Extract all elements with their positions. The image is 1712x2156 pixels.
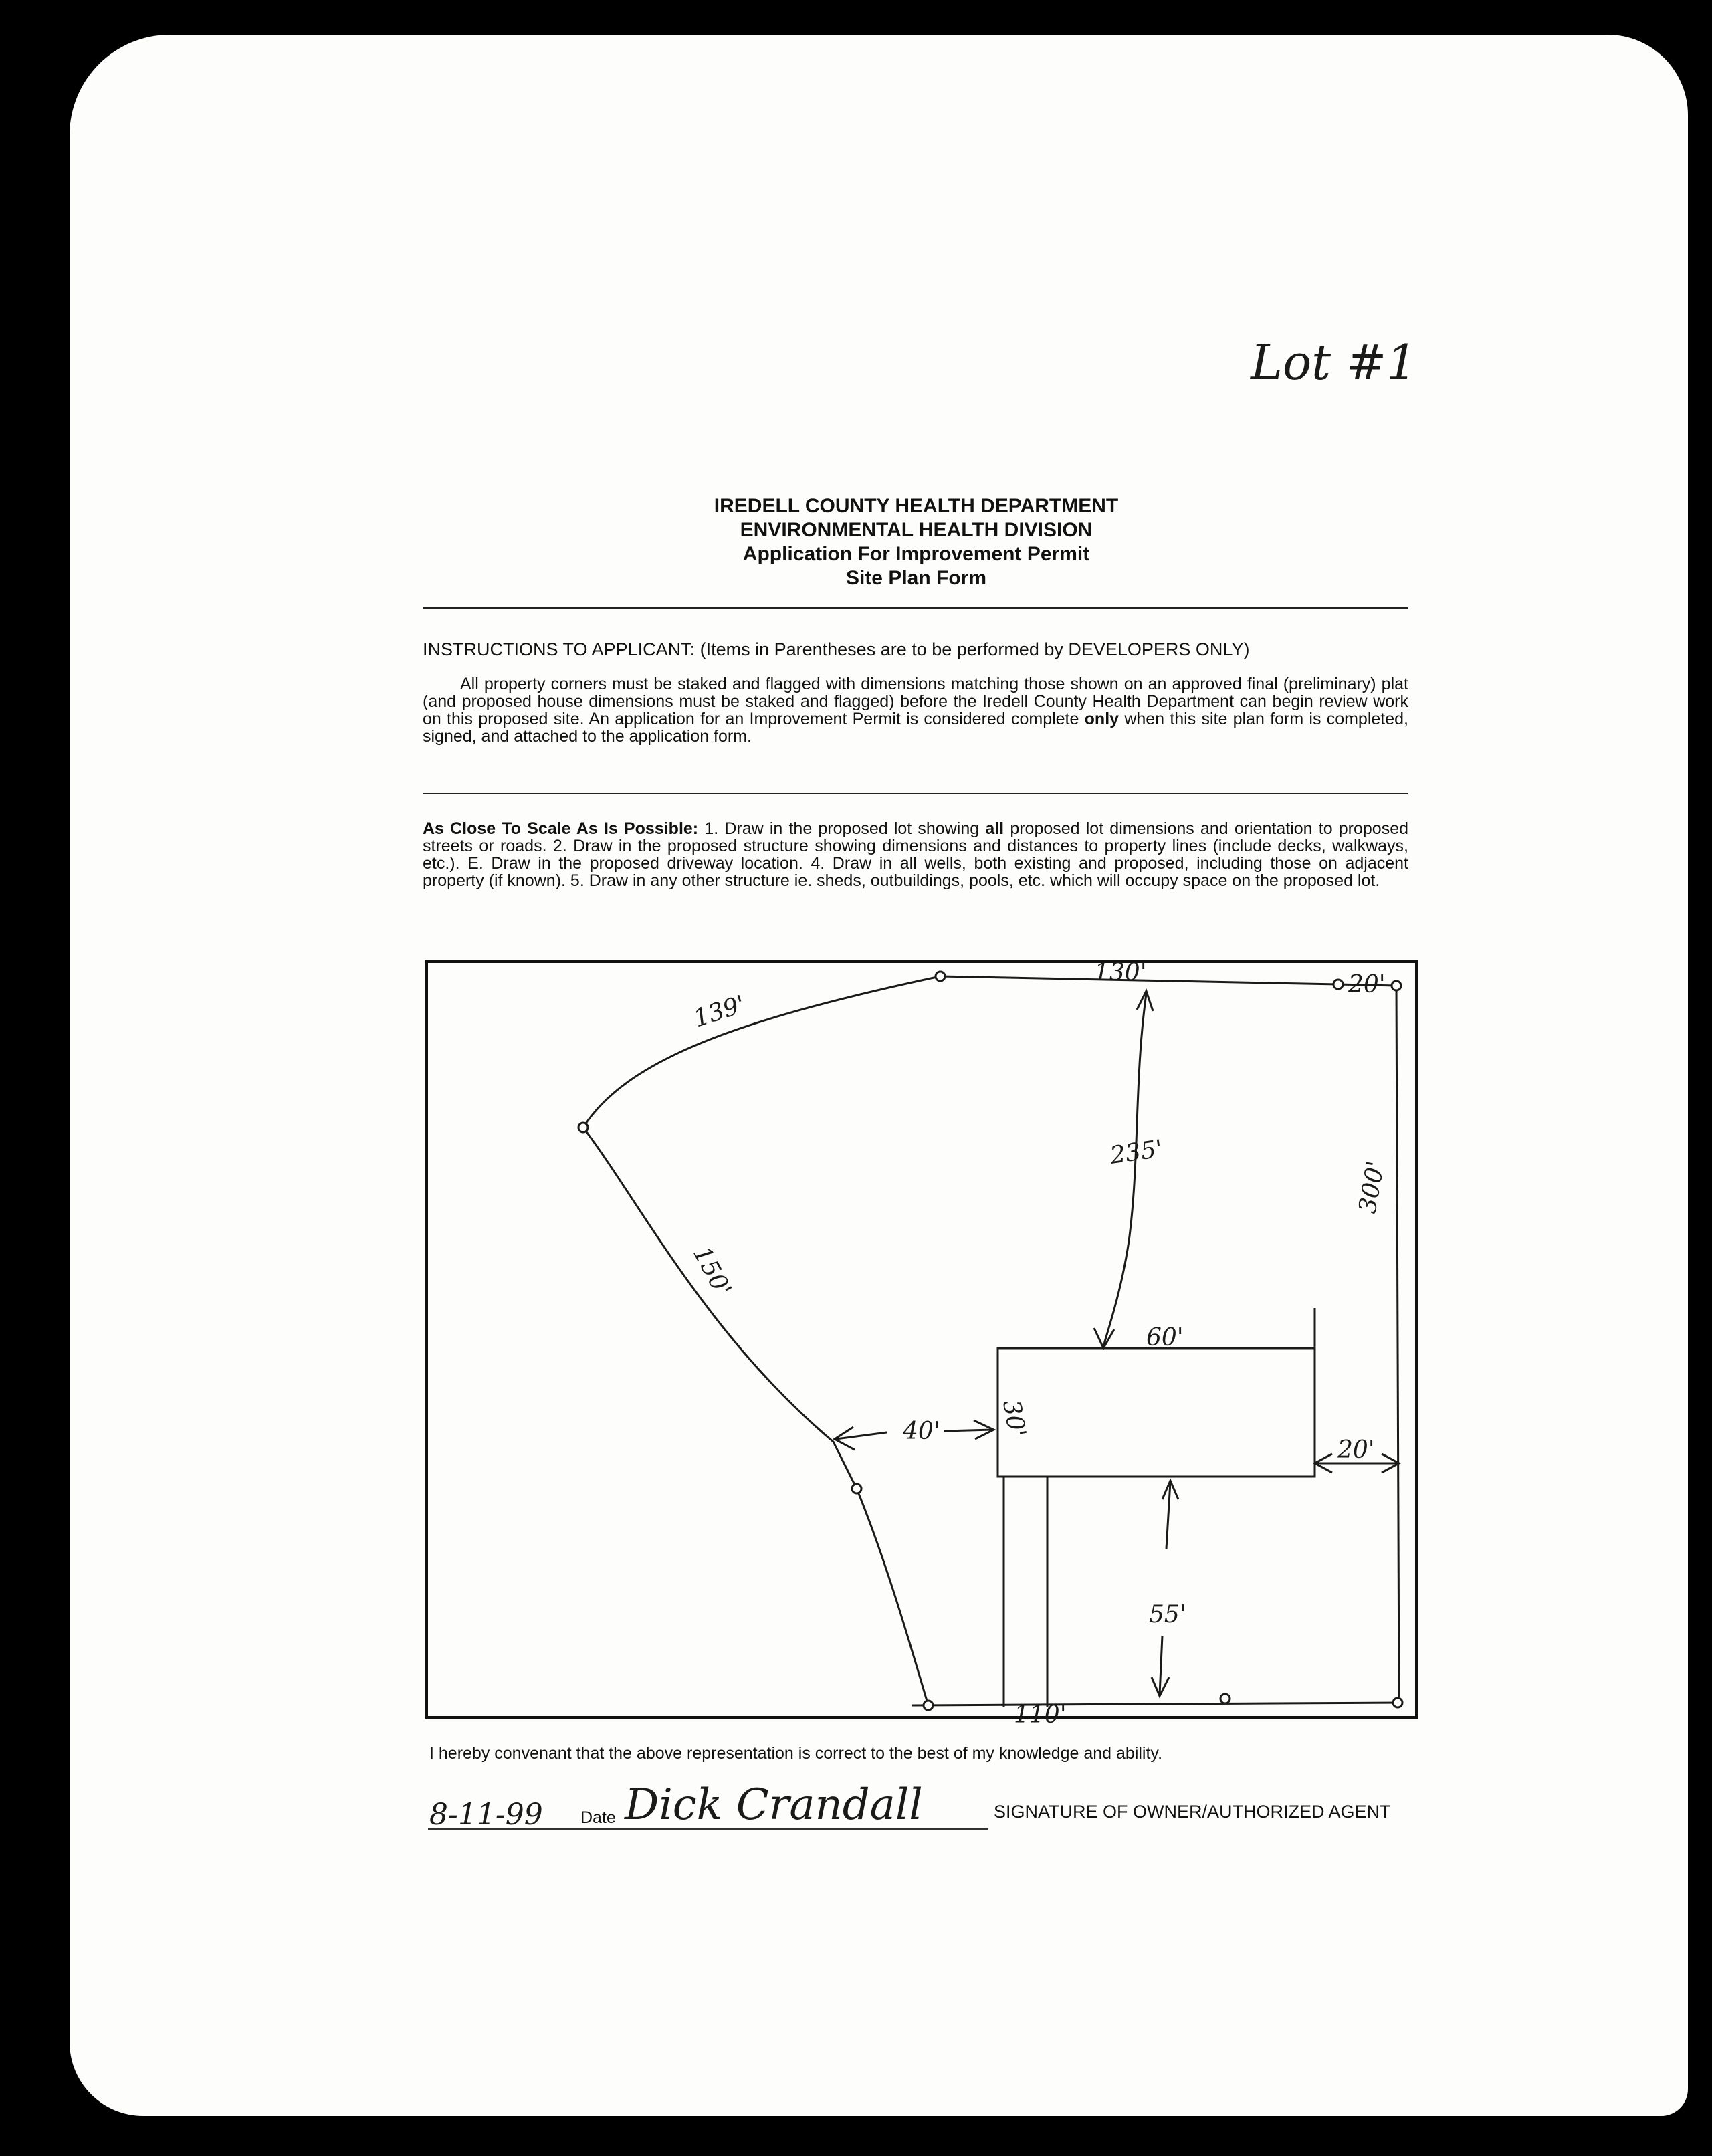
- lot-boundary-top: [940, 976, 1396, 986]
- lot-boundary-left: [583, 1127, 928, 1705]
- lot-boundary-bottom: [912, 1703, 1402, 1705]
- date-value: 8-11-99: [429, 1798, 543, 1832]
- corner-stake: [1220, 1694, 1230, 1703]
- owner-signature: Dick Crandall: [625, 1780, 923, 1830]
- corner-stake: [1393, 1698, 1402, 1707]
- dim-20-right: 20': [1338, 1436, 1375, 1464]
- corner-stake: [1333, 980, 1343, 989]
- lot-boundary-curve: [583, 976, 940, 1127]
- site-plan-svg: [425, 959, 1419, 1729]
- instructions-text-bold: only: [1084, 710, 1119, 728]
- arrow-40-right: [944, 1430, 992, 1431]
- arrow-55-up: [1166, 1482, 1170, 1549]
- site-plan-diagram: [425, 959, 1419, 1729]
- scale-instructions-bold-all: all: [985, 819, 1004, 838]
- corner-stake: [1392, 981, 1401, 990]
- scale-instructions-lead: As Close To Scale As Is Possible:: [423, 819, 699, 838]
- dim-139: 139': [690, 990, 749, 1033]
- dim-30-house: 30': [997, 1398, 1031, 1440]
- signature-label: SIGNATURE OF OWNER/AUTHORIZED AGENT: [994, 1802, 1391, 1822]
- header-divider: [423, 607, 1408, 609]
- certification-statement: I hereby convenant that the above representation is correct to the best of my knowledge and ability.: [429, 1744, 1163, 1763]
- instructions-divider: [423, 793, 1408, 794]
- instructions-body: [423, 675, 1408, 745]
- instructions-text-2: when this site plan form is completed, signed, and attached to the application form.: [423, 710, 1408, 746]
- lot-label-annotation: Lot #1: [1251, 334, 1418, 391]
- date-label: Date: [580, 1808, 616, 1827]
- dim-110: 110': [1014, 1701, 1067, 1729]
- site-plan-frame: [427, 962, 1416, 1717]
- dim-40: 40': [903, 1418, 940, 1445]
- arrow-55-down: [1160, 1636, 1162, 1695]
- signature-line: [428, 1828, 988, 1830]
- corner-stake: [936, 972, 945, 981]
- dim-300: 300': [1354, 1159, 1390, 1216]
- dim-130: 130': [1094, 959, 1147, 986]
- scale-instructions: [423, 820, 1408, 889]
- dim-20-top: 20': [1348, 971, 1386, 998]
- corner-stake: [852, 1484, 861, 1493]
- header-form-subtitle: Site Plan Form: [845, 567, 987, 589]
- arrow-235-head-bottom: [1094, 1328, 1114, 1348]
- dim-150: 150': [687, 1241, 737, 1301]
- header-department: IREDELL COUNTY HEALTH DEPARTMENT: [714, 495, 1119, 517]
- dim-60: 60': [1146, 1324, 1184, 1352]
- instructions-heading: INSTRUCTIONS TO APPLICANT: (Items in Parentheses are to be performed by DEVELOPERS ONLY): [423, 639, 1250, 659]
- corner-stake: [924, 1701, 933, 1710]
- instructions-text-1: All property corners must be staked and flagged with dimensions matching those shown on an approved final (preliminary) plat (and proposed house dimensions must be staked and flagged) before the Iredell County Health Department can begin review work on this proposed site. An application for an Improvement Permit is considered complete: [423, 675, 1408, 728]
- lot-boundary-right: [1396, 986, 1399, 1704]
- dim-55: 55': [1149, 1601, 1186, 1628]
- house-footprint: [998, 1348, 1315, 1477]
- scale-instructions-text-1: 1. Draw in the proposed lot showing: [704, 819, 980, 838]
- arrow-235: [1103, 994, 1146, 1347]
- dim-235: 235': [1108, 1135, 1165, 1170]
- header-form-title: Application For Improvement Permit: [742, 543, 1090, 565]
- scale-instructions-text-2: proposed lot dimensions and orientation to proposed streets or roads. 2. Draw in the proposed structure showing dimensions and distances to property lines (include decks, walkways, etc.). E. Draw in the proposed driveway location. 4. Draw in all wells, both existing and proposed, including those on adjacent property (if known). 5. Draw in any other structure ie. sheds, outbuildings, pools, etc. which will occupy space on the proposed lot.: [423, 819, 1409, 890]
- corner-stake: [578, 1123, 588, 1132]
- header-division: ENVIRONMENTAL HEALTH DIVISION: [740, 519, 1093, 541]
